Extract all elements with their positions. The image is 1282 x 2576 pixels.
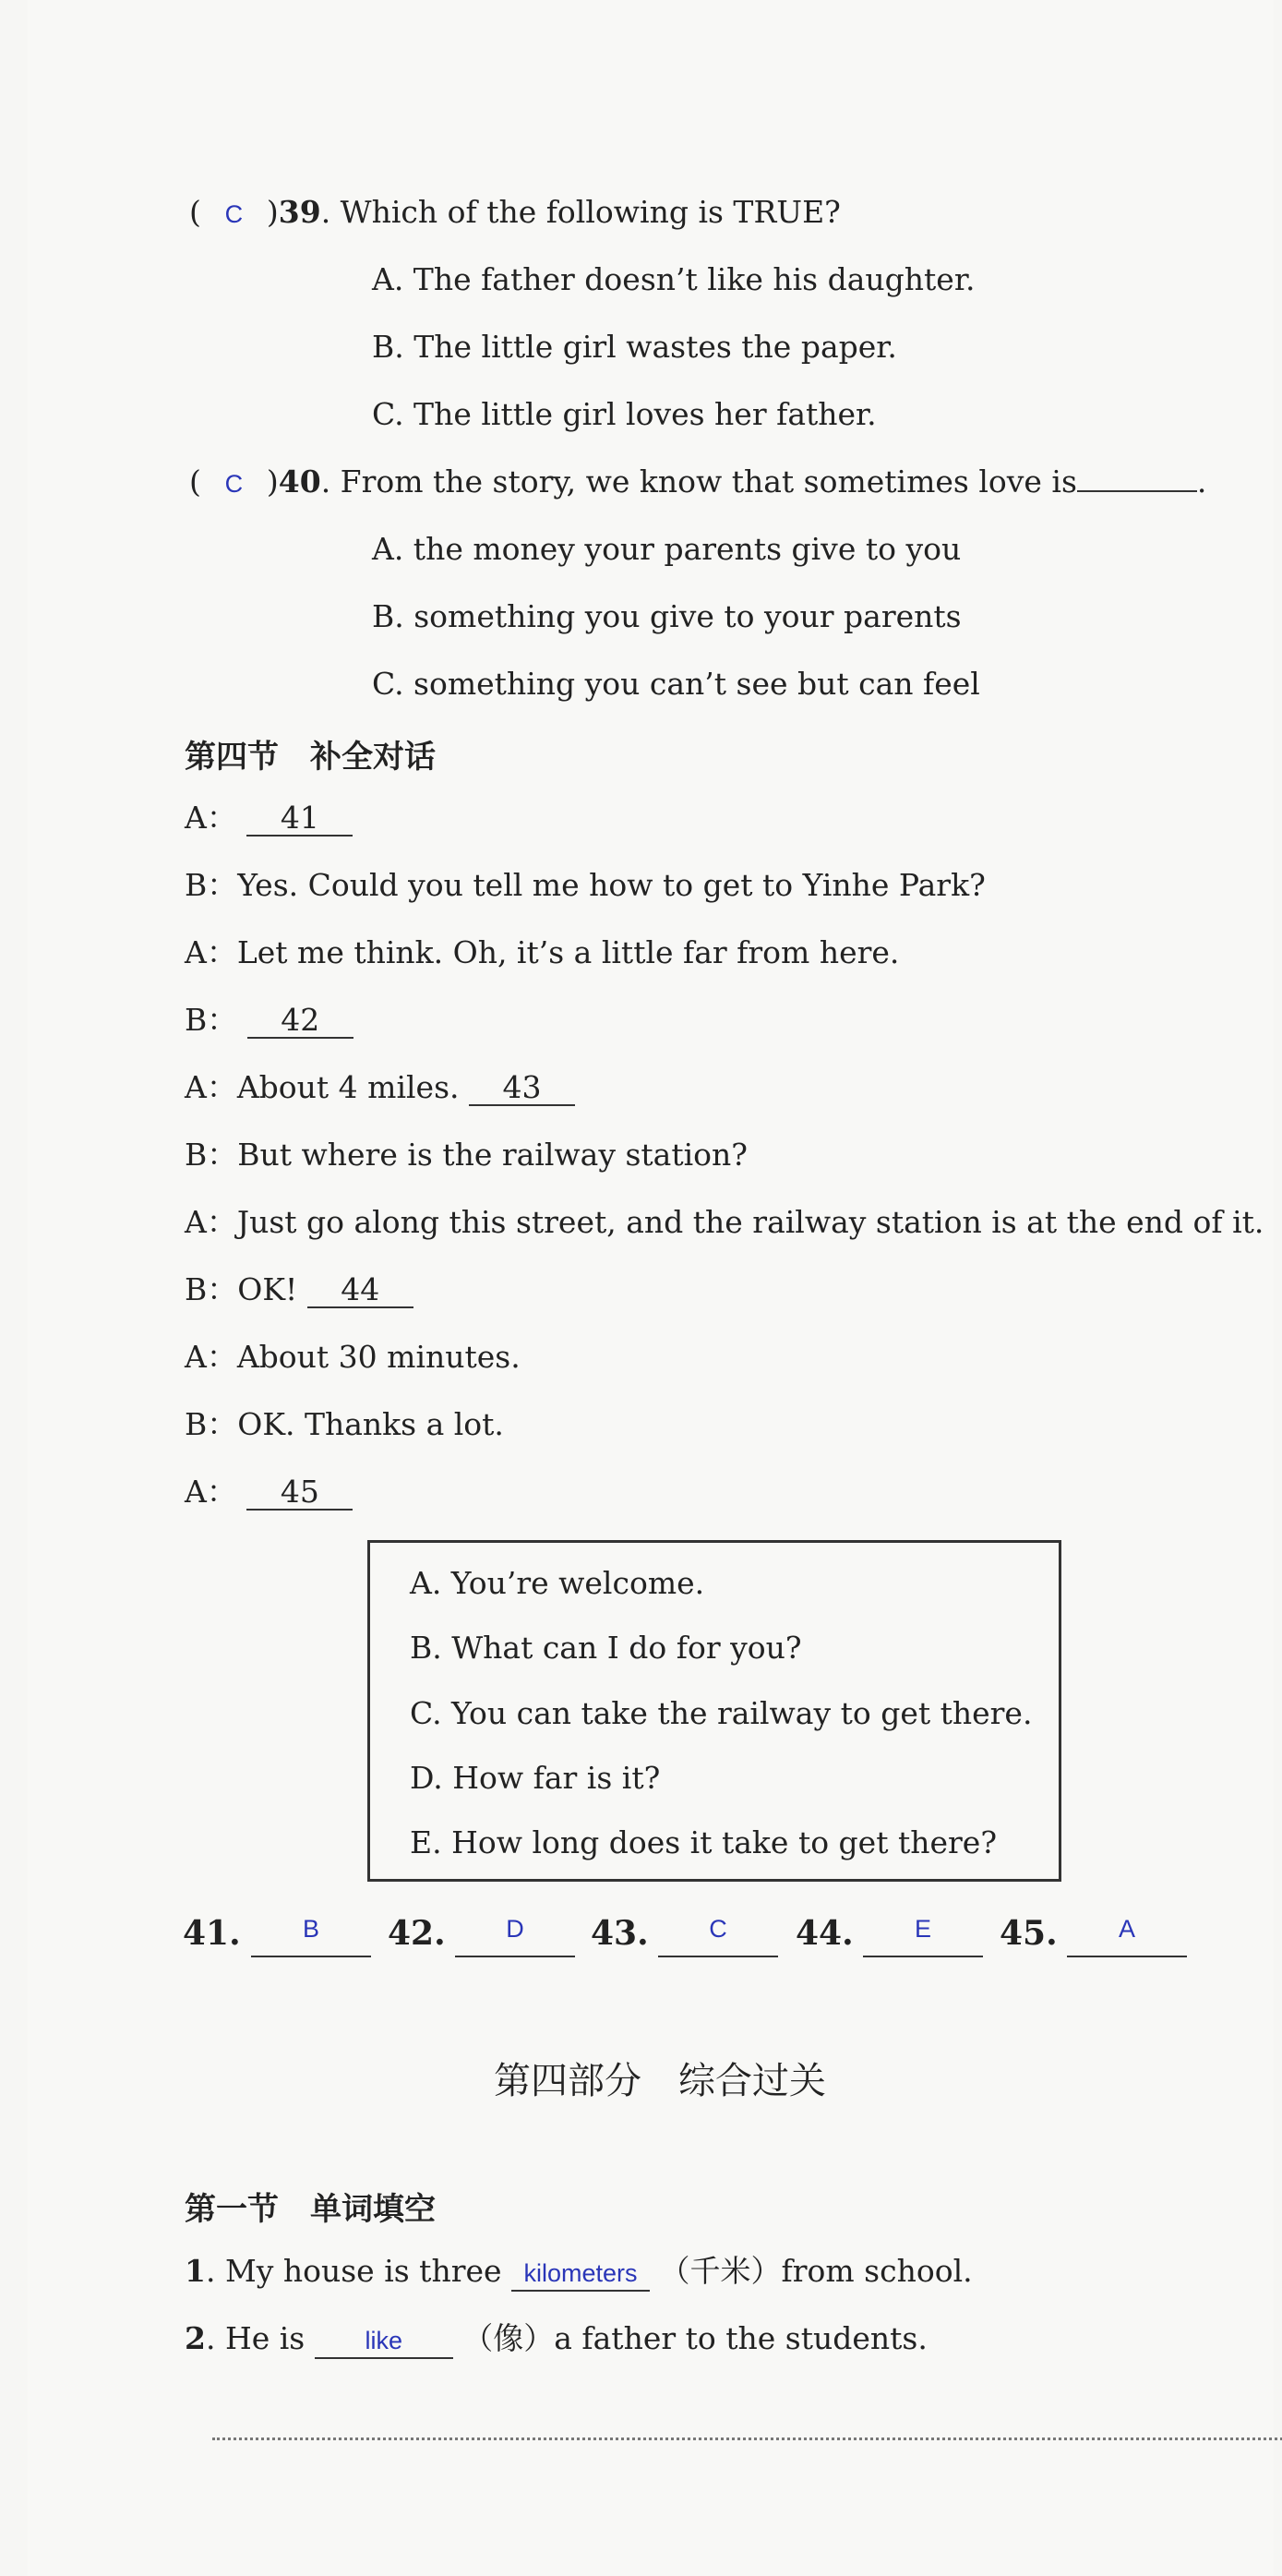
option-40-c: C. something you can’t see but can feel <box>372 666 980 702</box>
dialogue-text: OK! <box>237 1271 307 1307</box>
answer-label-41: 41. <box>183 1914 241 1953</box>
answer-label-45: 45. <box>1000 1914 1058 1953</box>
question-number-40: 40 <box>278 463 321 500</box>
paren-close: ) <box>266 194 279 230</box>
page-divider <box>212 2438 1282 2440</box>
dialogue-line-11 <box>185 1474 353 1511</box>
question-text: . He is <box>205 2320 306 2356</box>
answer-value-41: B <box>302 1915 319 1943</box>
speaker: B： <box>185 1002 238 1038</box>
speaker: B： <box>185 867 238 903</box>
answer-value-42: D <box>506 1915 524 1943</box>
dialogue-text: But where is the railway station? <box>237 1137 748 1173</box>
dialogue-line-8 <box>185 1271 413 1308</box>
answer-39: C <box>224 200 244 228</box>
fill-blank-1[interactable] <box>511 2255 650 2292</box>
answer-blank-41[interactable] <box>251 1915 371 1957</box>
option-40-b: B. something you give to your parents <box>372 598 962 634</box>
dialogue-blank-44[interactable]: 44 <box>307 1273 413 1308</box>
answer-blank-42[interactable] <box>455 1915 575 1957</box>
speaker: A： <box>185 1204 237 1240</box>
speaker: A： <box>185 1474 237 1510</box>
dialogue-blank-43[interactable]: 43 <box>469 1071 575 1106</box>
answer-label-42: 42. <box>388 1914 446 1953</box>
box-option-a: A. You’re welcome. <box>410 1565 705 1601</box>
dialogue-line-2 <box>185 867 986 904</box>
paren-close: ) <box>266 463 279 500</box>
question-39 <box>189 194 841 233</box>
answer-value-43: C <box>709 1915 727 1943</box>
question-number-39: 39 <box>278 194 321 230</box>
dialogue-text: Yes. Could you tell me how to get to Yinhe Park? <box>237 867 986 903</box>
fill-answer-1: kilometers <box>523 2259 638 2287</box>
fill-question-1 <box>185 2253 973 2292</box>
answer-blank-43[interactable] <box>658 1915 778 1957</box>
box-option-e: E. How long does it take to get there? <box>410 1824 998 1860</box>
period: . <box>1196 463 1207 500</box>
page <box>28 0 1274 2576</box>
paren-open: ( <box>189 463 201 500</box>
answer-40: C <box>224 470 244 498</box>
question-number-2: 2 <box>185 2320 206 2356</box>
question-number-1: 1 <box>185 2253 206 2289</box>
subsection-title: 第一节 单词填空 <box>185 2191 436 2228</box>
option-39-c: C. The little girl loves her father. <box>372 396 877 432</box>
dialogue-line-4 <box>185 1002 353 1039</box>
dialogue-line-10 <box>185 1406 504 1443</box>
question-stem-39: . Which of the following is TRUE? <box>320 194 841 230</box>
speaker: A： <box>185 800 237 836</box>
fill-question-2 <box>185 2320 928 2359</box>
speaker: B： <box>185 1271 238 1307</box>
speaker: A： <box>185 1339 237 1375</box>
dialogue-line-5 <box>185 1069 575 1106</box>
dialogue-line-1 <box>185 800 353 837</box>
section-title: 第四节 补全对话 <box>185 739 436 776</box>
dialogue-line-9 <box>185 1339 521 1376</box>
option-39-a: A. The father doesn’t like his daughter. <box>372 261 976 297</box>
answer-label-43: 43. <box>591 1914 649 1953</box>
answer-value-45: A <box>1118 1915 1135 1943</box>
option-40-a: A. the money your parents give to you <box>372 531 962 567</box>
blank-40[interactable] <box>1077 490 1197 492</box>
speaker: B： <box>185 1137 238 1173</box>
dialogue-text: Let me think. Oh, it’s a little far from here. <box>236 934 900 970</box>
question-text: from school. <box>781 2253 973 2289</box>
paren-open: ( <box>189 194 201 230</box>
question-40 <box>189 463 1206 502</box>
fill-answer-2: like <box>365 2327 402 2354</box>
part-title: 第四部分 综合过关 <box>494 2060 826 2102</box>
question-text: a father to the students. <box>554 2320 928 2356</box>
speaker: A： <box>185 1069 237 1105</box>
dialogue-text: About 30 minutes. <box>236 1339 521 1375</box>
answer-value-44: E <box>914 1915 931 1943</box>
chinese-hint: （像） <box>462 2320 555 2356</box>
dialogue-text: OK. Thanks a lot. <box>237 1406 504 1442</box>
dialogue-line-6 <box>185 1137 748 1174</box>
speaker: B： <box>185 1406 238 1442</box>
chinese-hint: （千米） <box>659 2253 782 2289</box>
question-text: . My house is three <box>205 2253 502 2289</box>
speaker: A： <box>185 934 237 970</box>
dialogue-text: About 4 miles. <box>236 1069 470 1105</box>
box-option-d: D. How far is it? <box>410 1760 661 1796</box>
box-option-b: B. What can I do for you? <box>410 1630 802 1666</box>
answer-blank-44[interactable] <box>863 1915 983 1957</box>
dialogue-blank-45[interactable]: 45 <box>246 1475 353 1511</box>
dialogue-line-3 <box>185 934 899 971</box>
fill-blank-2[interactable] <box>315 2322 453 2359</box>
dialogue-blank-41[interactable]: 41 <box>246 801 353 837</box>
dialogue-text: Just go along this street, and the railway station is at the end of it. <box>236 1204 1264 1240</box>
question-stem-40: . From the story, we know that sometimes love is <box>320 463 1077 500</box>
answer-label-44: 44. <box>796 1914 854 1953</box>
dialogue-blank-42[interactable]: 42 <box>247 1004 353 1039</box>
options-box <box>367 1540 1061 1882</box>
dialogue-line-7 <box>185 1204 1264 1241</box>
answer-blank-45[interactable] <box>1067 1915 1187 1957</box>
option-39-b: B. The little girl wastes the paper. <box>372 329 897 365</box>
box-option-c: C. You can take the railway to get there. <box>410 1695 1033 1731</box>
